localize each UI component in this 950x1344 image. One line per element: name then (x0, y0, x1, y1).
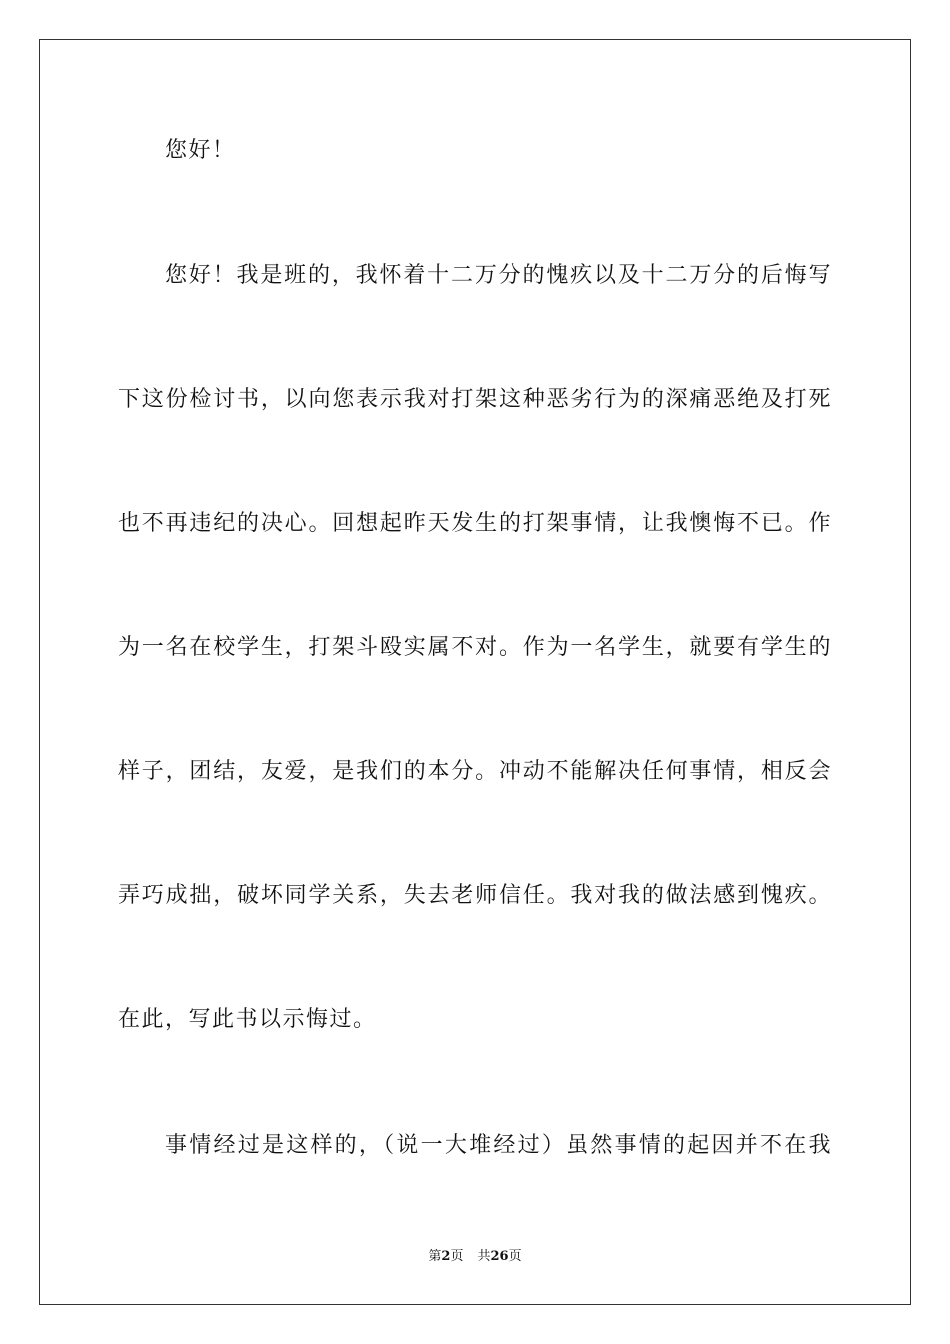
paragraph-line: 也不再违纪的决心。回想起昨天发生的打架事情，让我懊悔不已。作 (118, 511, 832, 536)
total-prefix: 共 (477, 1249, 491, 1264)
page-number: 2 (441, 1249, 451, 1264)
paragraph-line: 为一名在校学生，打架斗殴实属不对。作为一名学生，就要有学生的 (118, 635, 832, 660)
paragraph-line: 事情经过是这样的，（说一大堆经过）虽然事情的起因并不在我 (165, 1133, 832, 1158)
page-footer (0, 1248, 950, 1266)
page-frame (39, 39, 911, 1305)
paragraph-line: 样子，团结，友爱，是我们的本分。冲动不能解决任何事情，相反会 (118, 759, 832, 784)
paragraph-line: 在此，写此书以示悔过。 (118, 1007, 377, 1032)
page-prefix: 第 (428, 1249, 442, 1264)
greeting: 您好！ (165, 138, 236, 163)
total-pages: 26 (490, 1249, 509, 1264)
total-suffix: 页 (508, 1249, 522, 1264)
paragraph-line: 您好！我是班的，我怀着十二万分的愧疚以及十二万分的后悔写 (165, 263, 832, 288)
page-suffix: 页 (450, 1249, 464, 1264)
paragraph-line: 下这份检讨书，以向您表示我对打架这种恶劣行为的深痛恶绝及打死 (118, 387, 832, 412)
paragraph-line: 弄巧成拙，破坏同学关系，失去老师信任。我对我的做法感到愧疚。 (118, 883, 832, 908)
